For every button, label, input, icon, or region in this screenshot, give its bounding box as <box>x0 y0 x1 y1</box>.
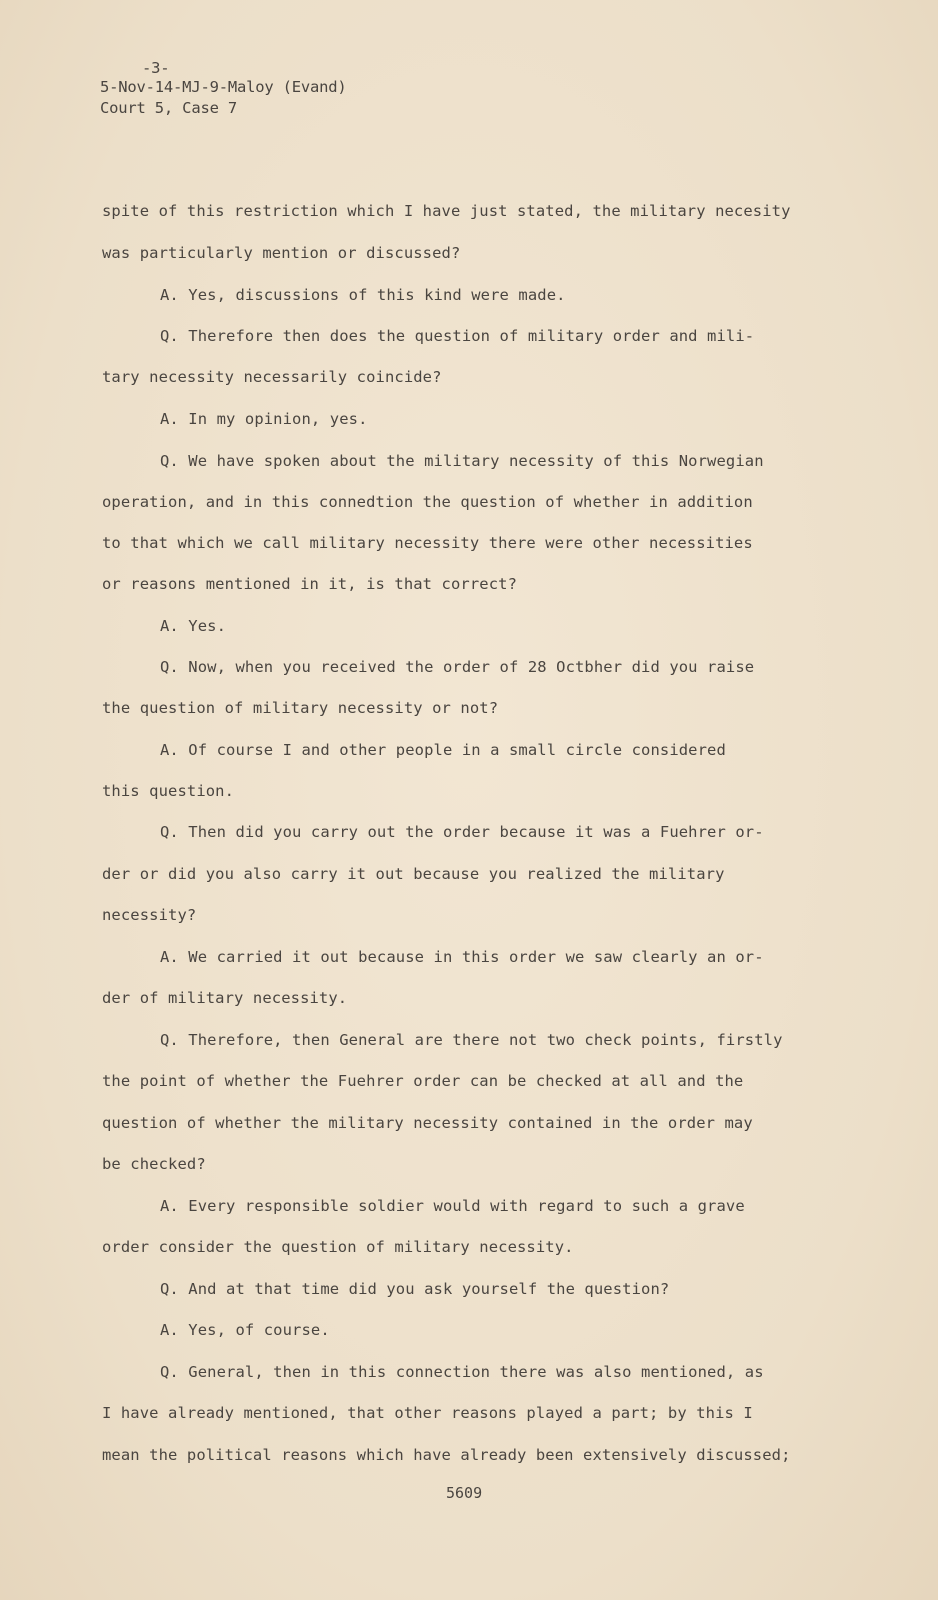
text-line: tary necessity necessarily coincide? <box>102 368 442 386</box>
text-line: spite of this restriction which I have just stated, the military necesity <box>102 202 791 220</box>
text-line: der of military necessity. <box>102 989 348 1007</box>
text-line: A. In my opinion, yes. <box>160 410 368 428</box>
text-line: this question. <box>102 782 235 800</box>
text-line: Q. Therefore, then General are there not two check points, firstly <box>160 1031 783 1049</box>
text-line: or reasons mentioned in it, is that correct? <box>102 575 517 593</box>
case-reference: 5-Nov-14-MJ-9-Maloy (Evand) <box>100 78 347 96</box>
text-line: A. Yes, of course. <box>160 1321 330 1339</box>
text-line: A. Yes, discussions of this kind were made. <box>160 286 566 304</box>
text-line: to that which we call military necessity there were other necessities <box>102 534 753 552</box>
text-line: mean the political reasons which have already been extensively discussed; <box>102 1446 791 1464</box>
court-case: Court 5, Case 7 <box>100 99 237 117</box>
text-line: A. Of course I and other people in a small circle considered <box>160 741 726 759</box>
text-line: Q. Then did you carry out the order because it was a Fuehrer or- <box>160 823 764 841</box>
text-line: the question of military necessity or not? <box>102 699 499 717</box>
text-line: Q. Therefore then does the question of military order and mili- <box>160 327 755 345</box>
text-line: operation, and in this connedtion the question of whether in addition <box>102 493 753 511</box>
text-line: A. Every responsible soldier would with regard to such a grave <box>160 1197 745 1215</box>
text-line: der or did you also carry it out because you realized the military <box>102 865 725 883</box>
text-line: Q. General, then in this connection there was also mentioned, as <box>160 1363 764 1381</box>
text-line: Q. We have spoken about the military necessity of this Norwegian <box>160 452 764 470</box>
text-line: A. Yes. <box>160 617 227 635</box>
text-line: be checked? <box>102 1155 206 1173</box>
text-line: I have already mentioned, that other reasons played a part; by this I <box>102 1404 753 1422</box>
page-footer-number: 5609 <box>446 1484 483 1502</box>
text-line: order consider the question of military necessity. <box>102 1238 574 1256</box>
text-line: the point of whether the Fuehrer order can be checked at all and the <box>102 1072 744 1090</box>
text-line: necessity? <box>102 906 197 924</box>
text-line: was particularly mention or discussed? <box>102 244 461 262</box>
page-number: -3- <box>142 59 170 77</box>
text-line: A. We carried it out because in this order we saw clearly an or- <box>160 948 764 966</box>
text-line: question of whether the military necessity contained in the order may <box>102 1114 753 1132</box>
text-line: Q. Now, when you received the order of 28 Octbher did you raise <box>160 658 755 676</box>
text-line: Q. And at that time did you ask yourself the question? <box>160 1280 670 1298</box>
